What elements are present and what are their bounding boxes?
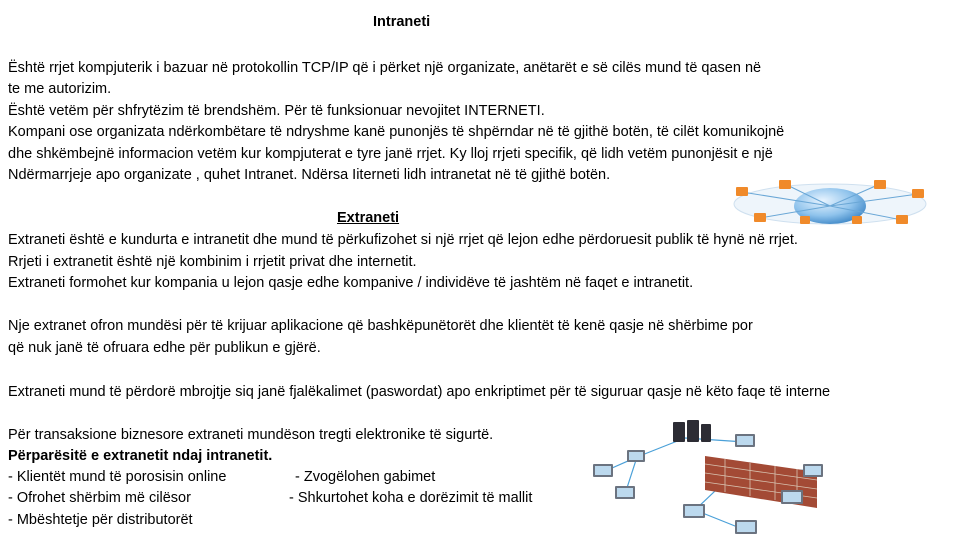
firewall-network-image (585, 412, 837, 538)
extranet-para3: Extraneti mund të përdorë mbrojtje siq janë fjalëkalimet (paswordat) apo enkriptimet për të siguruar qasje në këto faqe të interne (8, 384, 831, 400)
advantage-right-1: - Zvogëlohen gabimet (295, 469, 436, 485)
advantages-heading: Përparësitë e extranetit ndaj intranetit. (8, 448, 273, 464)
intranet-title: Intraneti (373, 14, 431, 30)
extranet-para4: Për transaksione biznesore extraneti mundëson tregti elektronike të sigurtë. (8, 427, 494, 443)
extranet-para2-line-1: Nje extranet ofron mundësi për të krijuar aplikacione që bashkëpunëtorët dhe klientët të kenë qasje në shërbime por (8, 318, 753, 334)
intranet-line-3: Është vetëm për shfrytëzim të brendshëm. Për të funksionuar nevojitet INTERNETI. (8, 103, 545, 119)
intranet-line-4: Kompani ose organizata ndërkombëtare të ndryshme kanë punonjës të shpërndar në të gjithë botën, të cilët komunikojnë (8, 124, 785, 140)
intranet-line-6: Ndërmarrjeje apo organizate , quhet Intranet. Ndërsa Iiterneti lidh intranetat në të gjithë botën. (8, 167, 611, 183)
extranet-line-2: Rrjeti i extranetit është një kombinim i rrjetit privat dhe internetit. (8, 254, 417, 270)
advantage-left-1: - Klientët mund të porosisin online (8, 469, 227, 485)
extranet-title: Extraneti (337, 210, 400, 226)
globe-network-image (730, 178, 930, 226)
intranet-line-2: te me autorizim. (8, 81, 112, 97)
intranet-line-5: dhe shkëmbejnë informacion vetëm kur kompjuterat e tyre janë rrjet. Ky lloj rrjeti specifik, që lidh vetëm punonjësit e një (8, 146, 773, 162)
intranet-line-1: Është rrjet kompjuterik i bazuar në protokollin TCP/IP që i përket një organizate, anëtarët e së cilës mund të qasen në (8, 60, 762, 76)
advantage-left-3: - Mbështetje për distributorët (8, 512, 193, 528)
extranet-line-1: Extraneti është e kundurta e intranetit dhe mund të përkufizohet si një rrjet që lejon edhe përdoruesit publik të hynë në rrjet. (8, 232, 798, 248)
extranet-para2-line-2: që nuk janë të ofruara edhe për publikun e gjërë. (8, 340, 321, 356)
extranet-line-3: Extraneti formohet kur kompania u lejon qasje edhe kompanive / individëve të jashtëm në faqet e intranetit. (8, 275, 694, 291)
advantage-right-2: - Shkurtohet koha e dorëzimit të mallit (289, 490, 533, 506)
advantage-left-2: - Ofrohet shërbim më cilësor (8, 490, 191, 506)
